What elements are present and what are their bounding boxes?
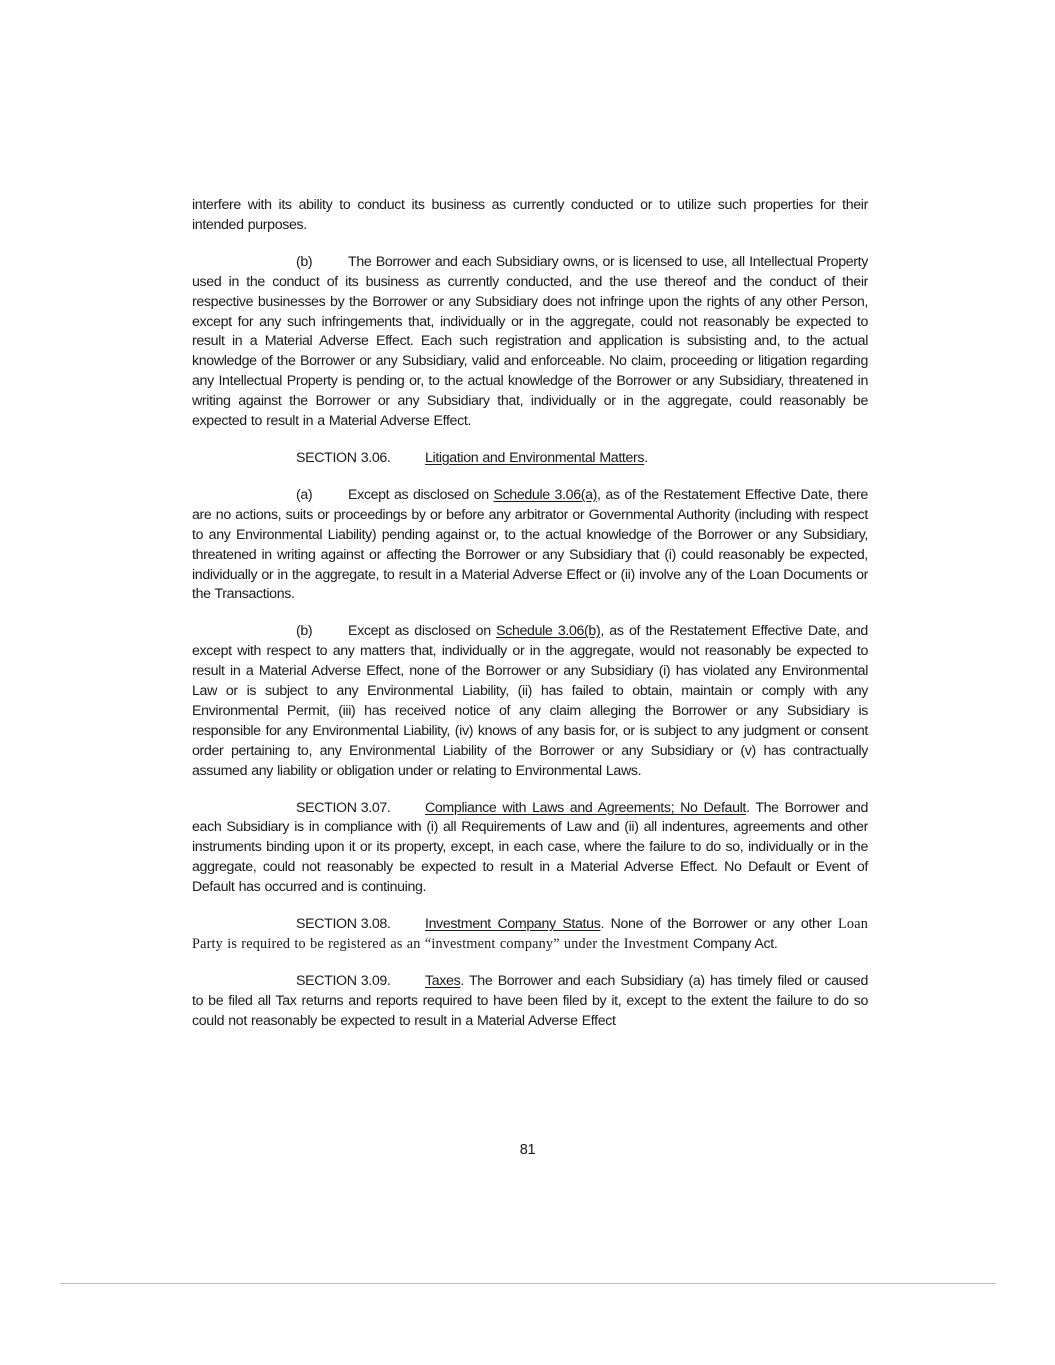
paragraph-text: Company Act. (688, 936, 778, 952)
section-3-07 (192, 799, 868, 899)
section-3-06-heading (192, 449, 868, 469)
schedule-reference: Schedule 3.06(a) (493, 486, 598, 503)
paragraph-text: . The Borrower and each Subsidiary is in compliance with (i) all Requirements of Law and (ii) all indentures, agreements and other instruments binding upon it or its property, except, in each case, where the failure to do so, individually or in the aggregate, could not reasonably be expected to result in a Material Adverse Effect. No Default or Event of Default has occurred and is continuing. (192, 799, 868, 896)
footer-divider (60, 1283, 996, 1284)
paragraph-text: interfere with its ability to conduct its business as currently conducted or to utilize such properties for their intended purposes. (192, 197, 868, 233)
clause-label: (a) (296, 486, 313, 503)
section-number: SECTION 3.06. (296, 449, 391, 466)
paragraph-lead: Except as disclosed on (348, 623, 497, 640)
page-body (192, 196, 868, 1049)
section-number: SECTION 3.09. (296, 972, 391, 989)
paragraph-lead: Except as disclosed on (348, 486, 494, 503)
paragraph-text-serif: Loan Party is required to be registered as an “investment company” under the Investment (192, 916, 868, 952)
section-title: Taxes (425, 972, 461, 989)
paragraph-3-05-b (192, 253, 868, 432)
section-number: SECTION 3.07. (296, 799, 391, 816)
section-3-08 (192, 915, 868, 955)
section-title: Compliance with Laws and Agreements; No Default (425, 799, 747, 816)
paragraph-text: , as of the Restatement Effective Date, there are no actions, suits or proceedings by or before any arbitrator or Governmental Authority (including with respect to any Environmental Liability) pending against or, to the actual knowledge of the Borrower or any Subsidiary, threatened in writing against or affecting the Borrower or any Subsidiary that (i) could reasonably be expected, individually or in the aggregate, to result in a Material Adverse Effect or (ii) involve any of the Loan Documents or the Transactions. (192, 486, 868, 603)
section-title: Litigation and Environmental Matters (425, 449, 645, 466)
clause-label: (b) (296, 253, 313, 270)
section-3-09 (192, 972, 868, 1032)
paragraph-text: . None of the Borrower or any other (600, 916, 839, 933)
section-title: Investment Company Status (425, 916, 601, 933)
schedule-reference: Schedule 3.06(b) (496, 623, 601, 640)
page-number: 81 (519, 1142, 536, 1158)
section-number: SECTION 3.08. (296, 916, 391, 933)
paragraph-3-06-a (192, 486, 868, 605)
paragraph-text: , as of the Restatement Effective Date, and except with respect to any matters that, individually or in the aggregate, would not reasonably be expected to result in a Material Adverse Effect, none of the Borrower or any Subsidiary (i) has violated any Environmental Law or is subject to any Environmental Liability, (ii) has failed to obtain, maintain or comply with any Environmental Permit, (iii) has received notice of any claim alleging the Borrower or any Subsidiary is responsible for any Environmental Liability, (iv) knows of any basis for, or is subject to any judgment or consent order pertaining to, any Environmental Liability of the Borrower or any Subsidiary or (v) has contractually assumed any liability or obligation under or relating to Environmental Laws. (192, 623, 868, 779)
paragraph-text: The Borrower and each Subsidiary owns, or is licensed to use, all Intellectual Property used in the conduct of its business as currently conducted, and the use thereof and the conduct of their respective businesses by the Borrower or any Subsidiary does not infringe upon the rights of any other Person, except for any such infringements that, individually or in the aggregate, could not reasonably be expected to result in a Material Adverse Effect. Each such registration and application is subsisting and, to the actual knowledge of the Borrower or any Subsidiary, valid and enforceable. No claim, proceeding or litigation regarding any Intellectual Property is pending or, to the actual knowledge of the Borrower or any Subsidiary, threatened in writing against the Borrower or any Subsidiary that, individually or in the aggregate, could reasonably be expected to result in a Material Adverse Effect. (192, 253, 868, 430)
paragraph-3-06-b (192, 622, 868, 781)
section-title-end: . (644, 449, 648, 466)
paragraph-continued (192, 196, 868, 236)
paragraph-text: . The Borrower and each Subsidiary (a) has timely filed or caused to be filed all Tax returns and reports required to have been filed by it, except to the extent the failure to do so could not reasonably be expected to result in a Material Adverse Effect (192, 972, 868, 1029)
clause-label: (b) (296, 623, 313, 640)
